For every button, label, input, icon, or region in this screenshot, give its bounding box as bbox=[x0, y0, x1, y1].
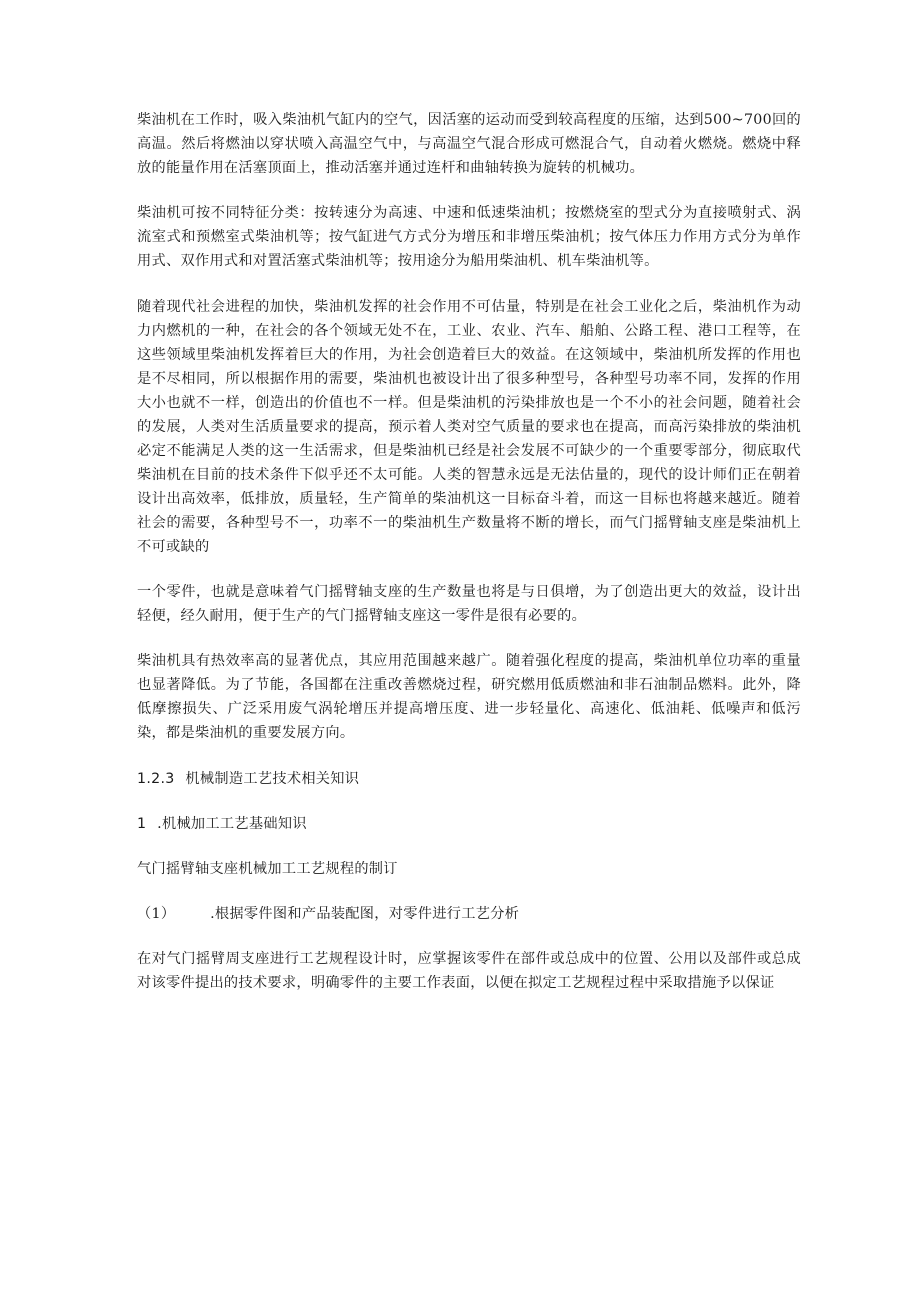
step-number: （1） bbox=[137, 906, 176, 922]
item-title: .机械加工工艺基础知识 bbox=[157, 816, 307, 832]
paragraph-development-direction: 柴油机具有热效率高的显著优点，其应用范围越来越广。随着强化程度的提高，柴油机单位功率的重量也显著降低。为了节能，各国都在注重改善燃烧过程，研究燃用低质燃油和非石油制品燃料。此外，降低摩擦损失、广泛采用废气涡轮增压并提高增压度、进一步轻量化、高速化、低油耗、低噪声和低污染，都是柴油机的重要发展方向。 bbox=[137, 653, 801, 741]
section-number: 1.2.3 bbox=[137, 771, 175, 787]
item-number: 1 bbox=[137, 816, 147, 832]
paragraph-classification: 柴油机可按不同特征分类：按转速分为高速、中速和低速柴油机；按燃烧室的型式分为直接喷射式、涡流室式和预燃室式柴油机等；按气缸进气方式分为增压和非增压柴油机；按气体压力作用方式分为单作用式、双作用式和对置活塞式柴油机等；按用途分为船用柴油机、机车柴油机等。 bbox=[137, 205, 801, 269]
paragraph-working-principle: 柴油机在工作时，吸入柴油机气缸内的空气，因活塞的运动而受到较高程度的压缩，达到500~700回的高温。然后将燃油以穿状喷入高温空气中，与高温空气混合形成可燃混合气，自动着火燃烧。燃烧中释放的能量作用在活塞顶面上，推动活塞并通过连杆和曲轴转换为旋转的机械功。 bbox=[137, 112, 801, 176]
subtitle-heading: 气门摇臂轴支座机械加工工艺规程的制订 bbox=[137, 861, 398, 877]
paragraph-process-design: 在对气门摇臂周支座进行工艺规程设计时，应掌握该零件在部件或总成中的位置、公用以及部件或总成对该零件提出的技术要求，明确零件的主要工作表面，以便在拟定工艺规程过程中采取措施予以保证 bbox=[137, 951, 801, 991]
item-heading bbox=[137, 812, 801, 836]
step-heading bbox=[137, 902, 801, 926]
section-heading bbox=[137, 767, 801, 791]
document-body bbox=[137, 108, 801, 1017]
paragraph-social-role: 随着现代社会进程的加快，柴油机发挥的社会作用不可估量，特别是在社会工业化之后，柴油机作为动力内燃机的一种，在社会的各个领域无处不在，工业、农业、汽车、船舶、公路工程、港口工程等，在这些领域里柴油机发挥着巨大的作用，为社会创造着巨大的效益。在这领域中，柴油机所发挥的作用也是不尽相同，所以根据作用的需要，柴油机也被设计出了很多种型号，各种型号功率不同，发挥的作用大小也就不一样，创造出的价值也不一样。但是柴油机的污染排放也是一个不小的社会问题，随着社会的发展，人类对生活质量要求的提高，预示着人类对空气质量的要求也在提高，而高污染排放的柴油机必定不能满足人类的这一生活需求，但是柴油机已经是社会发展不可缺少的一个重要零部分，彻底取代柴油机在目前的技术条件下似乎还不太可能。人类的智慧永远是无法估量的，现代的设计师们正在朝着设计出高效率，低排放，质量轻，生产简单的柴油机这一目标奋斗着，而这一目标也将越来越近。随着社会的需要，各种型号不一，功率不一的柴油机生产数量将不断的增长，而气门摇臂轴支座是柴油机上不可或缺的 bbox=[137, 299, 801, 555]
step-title: .根据零件图和产品装配图，对零件进行工艺分析 bbox=[210, 906, 520, 922]
section-title: 机械制造工艺技术相关知识 bbox=[185, 771, 360, 787]
paragraph-part-necessity: 一个零件，也就是意味着气门摇臂轴支座的生产数量也将是与日俱增，为了创造出更大的效益，设计出轻便，经久耐用，便于生产的气门摇臂轴支座这一零件是很有必要的。 bbox=[137, 584, 801, 624]
